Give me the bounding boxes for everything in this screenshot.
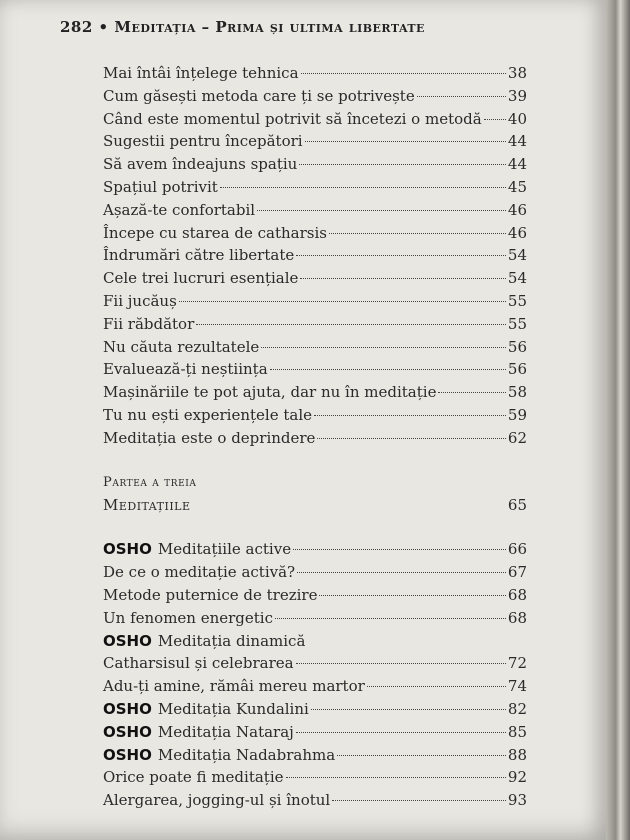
dot-leader xyxy=(438,392,505,393)
toc-entry-title: Tu nu ești experiențele tale xyxy=(103,405,313,424)
dot-leader xyxy=(367,686,506,687)
toc-entry xyxy=(103,381,527,404)
toc-entry-title: Evaluează-ți neștiința xyxy=(103,360,268,379)
dot-leader xyxy=(179,301,506,302)
dot-leader xyxy=(296,663,506,664)
osho-brand-label: OSHO xyxy=(103,631,152,650)
toc-entry xyxy=(103,538,527,561)
toc-page-number: 58 xyxy=(507,383,527,402)
toc-page-number: 92 xyxy=(507,768,527,787)
part-title: Meditațiile xyxy=(103,495,191,514)
toc-page-number: 59 xyxy=(507,405,527,424)
toc-entry-title: Alergarea, jogging-ul și înotul xyxy=(103,791,331,810)
toc-entry xyxy=(103,675,527,698)
toc-entry xyxy=(103,199,527,222)
dot-leader xyxy=(305,141,506,142)
toc-entry-title: Catharsisul și celebrarea xyxy=(103,654,294,673)
toc-entry xyxy=(103,607,527,630)
toc-entry-title: Mai întâi înțelege tehnica xyxy=(103,64,299,82)
toc-entry xyxy=(103,176,527,199)
toc-section-2 xyxy=(103,538,527,812)
toc-entry xyxy=(103,222,527,245)
dot-leader xyxy=(300,278,505,279)
toc-entry xyxy=(103,290,527,313)
toc-entry-title: Fii răbdător xyxy=(103,314,195,333)
dot-leader xyxy=(270,369,506,370)
toc-entry-title: Cele trei lucruri esențiale xyxy=(103,269,299,288)
osho-brand-label: OSHO xyxy=(103,699,152,718)
toc-entry xyxy=(103,85,527,108)
toc-entry xyxy=(103,427,527,450)
book-spine-edge xyxy=(606,0,630,840)
toc-page-number: 68 xyxy=(507,608,527,627)
toc-entry xyxy=(103,789,527,812)
toc-entry xyxy=(103,652,527,675)
toc-entry-title: Nu căuta rezultatele xyxy=(103,337,260,356)
toc-page-number: 68 xyxy=(507,585,527,604)
toc-entry-title: Metode puternice de trezire xyxy=(103,585,318,604)
toc-page-number: 54 xyxy=(507,246,527,265)
osho-brand-label: OSHO xyxy=(103,722,152,741)
dot-leader xyxy=(220,187,506,188)
toc-page-number: 45 xyxy=(507,177,527,196)
toc-page-number: 55 xyxy=(507,291,527,310)
part-label: Partea a treia xyxy=(103,474,197,490)
toc-entry xyxy=(103,313,527,336)
toc-page-number: 40 xyxy=(507,109,527,128)
toc-entry-title: Un fenomen energetic xyxy=(103,608,274,627)
toc-entry xyxy=(103,630,527,653)
toc-entry xyxy=(103,744,527,767)
dot-leader xyxy=(329,233,506,234)
toc-page-number: 56 xyxy=(507,360,527,379)
toc-entry-title: Sugestii pentru începători xyxy=(103,132,303,151)
dot-leader xyxy=(311,709,506,710)
dot-leader xyxy=(417,96,506,97)
toc-entry-title: Meditația Kundalini xyxy=(157,699,309,718)
toc-entry xyxy=(103,584,527,607)
toc-page-number: 55 xyxy=(507,314,527,333)
toc-page-number: 67 xyxy=(507,563,527,582)
toc-entry xyxy=(103,721,527,744)
toc-entry xyxy=(103,62,527,85)
toc-page-number: 74 xyxy=(507,677,527,696)
dot-leader xyxy=(297,572,506,573)
toc-entry-title: Meditația Nadabrahma xyxy=(157,745,336,764)
toc-entry xyxy=(103,130,527,153)
toc-entry-title: Începe cu starea de catharsis xyxy=(103,223,327,242)
running-header: 282 • Meditația – Prima și ultima libertate xyxy=(60,18,425,36)
section-spacer xyxy=(103,450,527,472)
toc-entry xyxy=(103,267,527,290)
table-of-contents xyxy=(103,62,527,812)
dot-leader xyxy=(196,324,506,325)
part-page-number: 65 xyxy=(507,495,527,514)
toc-section-1 xyxy=(103,62,527,450)
toc-page-number: 39 xyxy=(507,86,527,105)
toc-entry xyxy=(103,766,527,789)
dot-leader xyxy=(296,255,506,256)
toc-page-number: 44 xyxy=(507,155,527,174)
dot-leader xyxy=(275,618,506,619)
toc-entry-title: Mașinăriile te pot ajuta, dar nu în meditație xyxy=(103,383,437,402)
section-spacer xyxy=(103,516,527,538)
toc-entry xyxy=(103,561,527,584)
dot-leader xyxy=(296,732,506,733)
toc-entry-title: Meditația dinamică xyxy=(157,631,306,650)
toc-page-number: 38 xyxy=(507,64,527,82)
toc-page-number: 62 xyxy=(507,428,527,447)
dot-leader xyxy=(484,119,506,120)
osho-brand-label: OSHO xyxy=(103,540,152,559)
toc-entry-title: Când este momentul potrivit să încetezi o metodă xyxy=(103,109,482,128)
toc-page-number: 82 xyxy=(507,699,527,718)
toc-entry xyxy=(103,153,527,176)
toc-entry xyxy=(103,336,527,359)
toc-page-number: 46 xyxy=(507,223,527,242)
dot-leader xyxy=(261,347,506,348)
toc-entry-title: Fii jucăuș xyxy=(103,291,177,310)
toc-entry-title: Să avem îndeajuns spațiu xyxy=(103,155,298,174)
toc-entry-title: Meditația este o deprindere xyxy=(103,428,316,447)
toc-page-number: 66 xyxy=(507,540,527,559)
part-title-row xyxy=(103,494,527,517)
toc-entry-title: De ce o meditație activă? xyxy=(103,563,296,582)
toc-page-number: 72 xyxy=(507,654,527,673)
toc-page-number: 93 xyxy=(507,791,527,810)
toc-entry-title: Meditațiile active xyxy=(157,540,292,559)
dot-leader xyxy=(314,415,506,416)
dot-leader xyxy=(257,210,506,211)
dot-leader xyxy=(332,800,506,801)
toc-page-number: 54 xyxy=(507,269,527,288)
dot-leader xyxy=(319,595,505,596)
toc-entry-title: Adu-ți amine, rămâi mereu martor xyxy=(103,677,365,696)
toc-page-number: 88 xyxy=(507,745,527,764)
dot-leader xyxy=(301,73,506,74)
toc-entry-title: Îndrumări către libertate xyxy=(103,246,295,265)
toc-entry xyxy=(103,698,527,721)
dot-leader xyxy=(286,777,506,778)
dot-leader xyxy=(299,164,506,165)
toc-entry-title: Orice poate fi meditație xyxy=(103,768,284,787)
dot-leader xyxy=(293,549,506,550)
toc-entry-title: Spațiul potrivit xyxy=(103,177,218,196)
toc-entry xyxy=(103,358,527,381)
dot-leader xyxy=(337,755,506,756)
dot-leader xyxy=(317,438,505,439)
toc-page-number: 56 xyxy=(507,337,527,356)
toc-page-number: 85 xyxy=(507,722,527,741)
toc-entry xyxy=(103,244,527,267)
toc-entry-title: Cum găsești metoda care ți se potrivește xyxy=(103,86,415,105)
toc-page-number: 44 xyxy=(507,132,527,151)
toc-entry xyxy=(103,108,527,131)
toc-entry-title: Meditația Nataraj xyxy=(157,722,294,741)
toc-entry xyxy=(103,404,527,427)
osho-brand-label: OSHO xyxy=(103,745,152,764)
toc-entry-title: Așază-te confortabil xyxy=(103,200,256,219)
toc-page-number: 46 xyxy=(507,200,527,219)
